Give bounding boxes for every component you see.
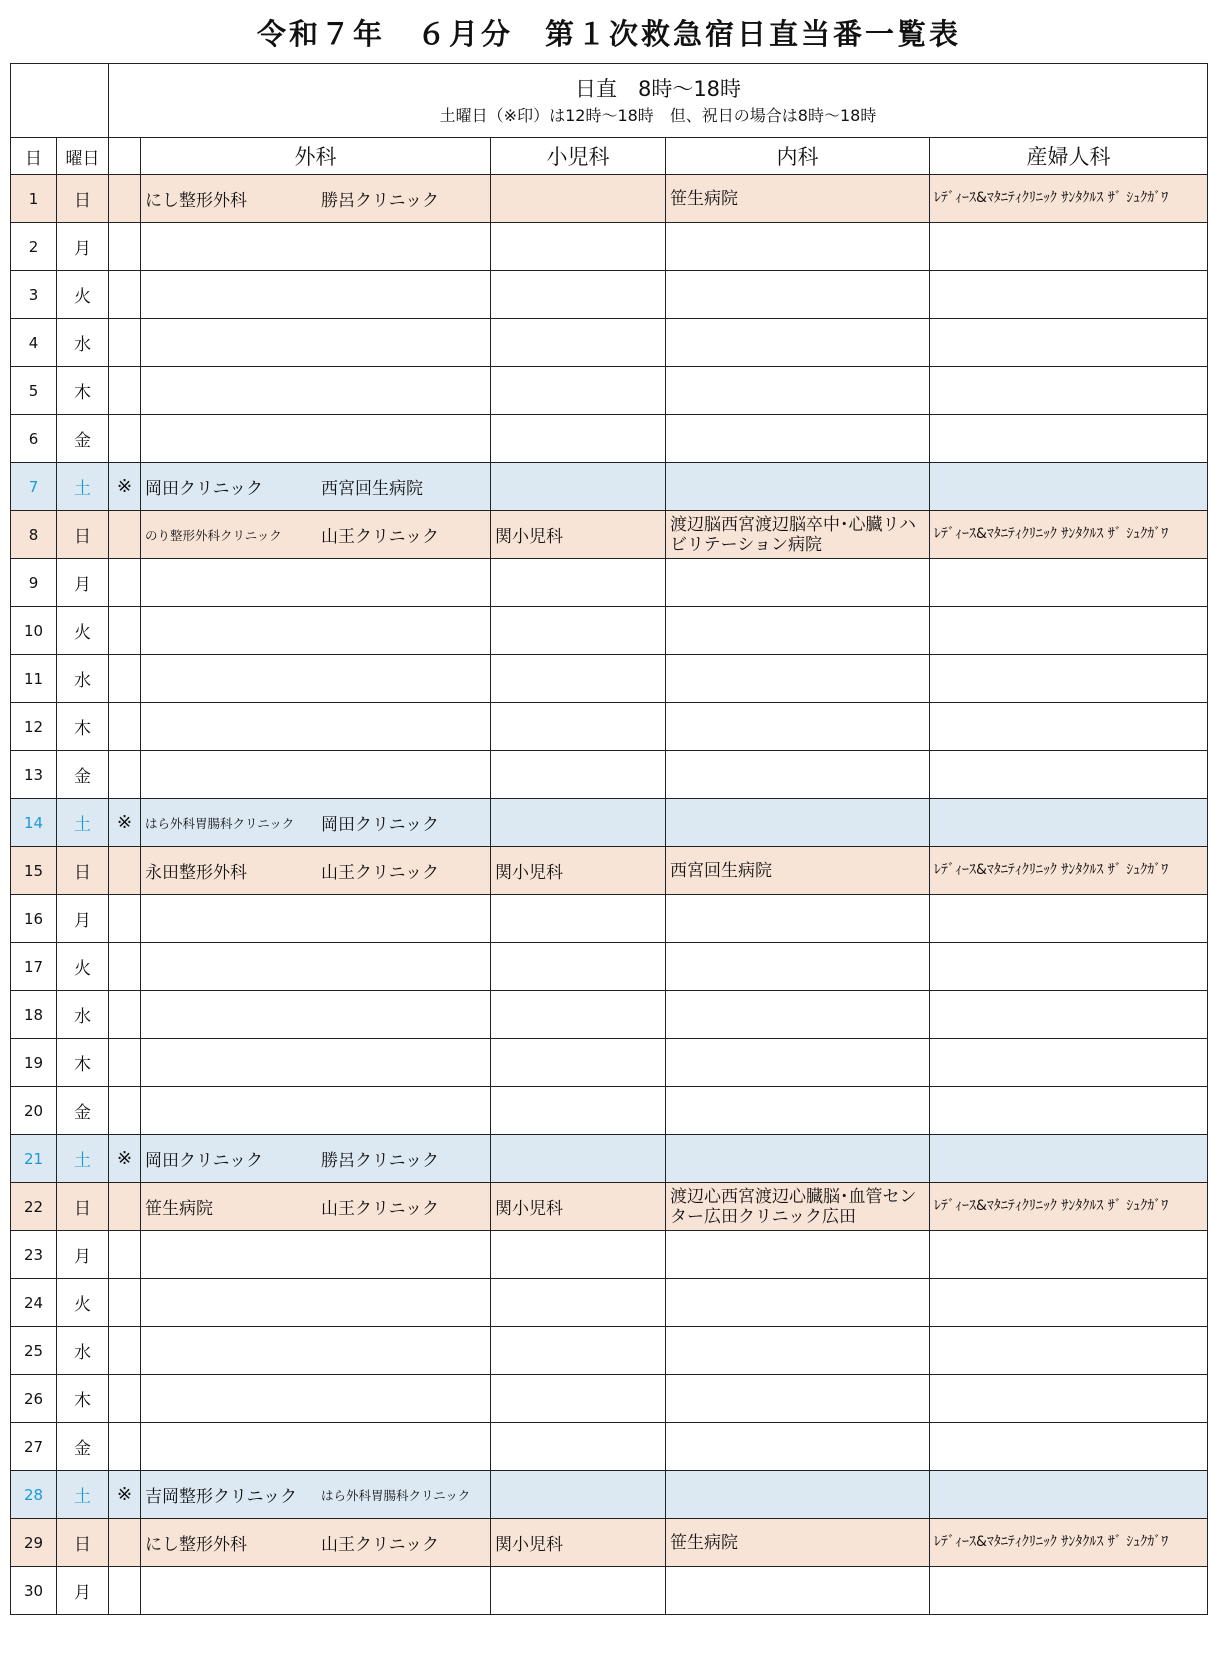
obgyn-cell: ﾚﾃﾞｨｰｽ&ﾏﾀﾆﾃｨｸﾘﾆｯｸ ｻﾝﾀｸﾙｽ ｻﾞ ｼｭｸｶﾞﾜ bbox=[930, 511, 1208, 559]
saturday-mark: ※ bbox=[109, 799, 141, 847]
surgery-clinic-1: 岡田クリニック bbox=[145, 479, 263, 499]
internal-cell bbox=[666, 607, 930, 655]
table-row bbox=[11, 1567, 1208, 1615]
pediatrics-cell: 関小児科 bbox=[491, 847, 666, 895]
obgyn-cell bbox=[930, 799, 1208, 847]
obgyn-cell: ﾚﾃﾞｨｰｽ&ﾏﾀﾆﾃｨｸﾘﾆｯｸ ｻﾝﾀｸﾙｽ ｻﾞ ｼｭｸｶﾞﾜ bbox=[930, 1183, 1208, 1231]
day-number: 12 bbox=[11, 703, 57, 751]
col-header-internal: 内科 bbox=[666, 138, 930, 175]
saturday-mark: ※ bbox=[109, 1135, 141, 1183]
surgery-cell bbox=[141, 1423, 491, 1471]
weekday: 火 bbox=[57, 1279, 109, 1327]
weekday: 日 bbox=[57, 1519, 109, 1567]
surgery-cell bbox=[141, 463, 491, 511]
day-number: 17 bbox=[11, 943, 57, 991]
internal-cell bbox=[666, 1327, 930, 1375]
pediatrics-cell bbox=[491, 799, 666, 847]
day-number: 7 bbox=[11, 463, 57, 511]
saturday-mark bbox=[109, 223, 141, 271]
pediatrics-cell bbox=[491, 1135, 666, 1183]
day-number: 11 bbox=[11, 655, 57, 703]
pediatrics-cell bbox=[491, 943, 666, 991]
pediatrics-cell bbox=[491, 1039, 666, 1087]
weekday: 水 bbox=[57, 1327, 109, 1375]
obgyn-cell bbox=[930, 1087, 1208, 1135]
table-row bbox=[11, 607, 1208, 655]
surgery-cell bbox=[141, 703, 491, 751]
col-header-mark bbox=[109, 138, 141, 175]
header-shift-row bbox=[11, 64, 1208, 138]
weekday: 土 bbox=[57, 1135, 109, 1183]
weekday: 月 bbox=[57, 559, 109, 607]
saturday-mark bbox=[109, 703, 141, 751]
obgyn-cell bbox=[930, 319, 1208, 367]
saturday-mark: ※ bbox=[109, 1471, 141, 1519]
day-number: 27 bbox=[11, 1423, 57, 1471]
surgery-cell bbox=[141, 415, 491, 463]
obgyn-cell bbox=[930, 1279, 1208, 1327]
pediatrics-cell bbox=[491, 559, 666, 607]
surgery-clinic-2: 山王クリニック bbox=[321, 527, 439, 547]
obgyn-cell bbox=[930, 1135, 1208, 1183]
table-row bbox=[11, 1183, 1208, 1231]
pediatrics-cell bbox=[491, 1471, 666, 1519]
table-row bbox=[11, 415, 1208, 463]
internal-cell bbox=[666, 703, 930, 751]
weekday: 火 bbox=[57, 271, 109, 319]
day-number: 15 bbox=[11, 847, 57, 895]
saturday-mark bbox=[109, 415, 141, 463]
weekday: 火 bbox=[57, 607, 109, 655]
pediatrics-cell bbox=[491, 655, 666, 703]
saturday-mark bbox=[109, 367, 141, 415]
internal-cell bbox=[666, 1087, 930, 1135]
surgery-clinic-2: 山王クリニック bbox=[321, 863, 439, 883]
day-number: 8 bbox=[11, 511, 57, 559]
table-row bbox=[11, 1519, 1208, 1567]
internal-cell bbox=[666, 655, 930, 703]
internal-cell bbox=[666, 895, 930, 943]
saturday-mark: ※ bbox=[109, 463, 141, 511]
weekday: 火 bbox=[57, 943, 109, 991]
table-row bbox=[11, 943, 1208, 991]
saturday-mark bbox=[109, 1279, 141, 1327]
surgery-cell bbox=[141, 319, 491, 367]
surgery-clinic-1: 笹生病院 bbox=[145, 1199, 213, 1219]
saturday-mark bbox=[109, 1327, 141, 1375]
table-row bbox=[11, 1231, 1208, 1279]
table-row bbox=[11, 1039, 1208, 1087]
obgyn-cell bbox=[930, 367, 1208, 415]
weekday: 木 bbox=[57, 1375, 109, 1423]
internal-cell bbox=[666, 1423, 930, 1471]
pediatrics-cell bbox=[491, 1567, 666, 1615]
saturday-mark bbox=[109, 1423, 141, 1471]
surgery-cell bbox=[141, 1039, 491, 1087]
shift-info-cell bbox=[109, 64, 1208, 138]
day-number: 14 bbox=[11, 799, 57, 847]
pediatrics-cell bbox=[491, 367, 666, 415]
surgery-cell bbox=[141, 559, 491, 607]
table-row bbox=[11, 991, 1208, 1039]
pediatrics-cell: 関小児科 bbox=[491, 1519, 666, 1567]
table-row bbox=[11, 511, 1208, 559]
table-row bbox=[11, 1279, 1208, 1327]
saturday-mark bbox=[109, 1375, 141, 1423]
surgery-clinic-1: はら外科胃腸科クリニック bbox=[145, 815, 295, 831]
internal-cell bbox=[666, 751, 930, 799]
internal-cell bbox=[666, 1471, 930, 1519]
pediatrics-cell bbox=[491, 223, 666, 271]
obgyn-cell bbox=[930, 1231, 1208, 1279]
table-row bbox=[11, 799, 1208, 847]
saturday-mark bbox=[109, 1183, 141, 1231]
surgery-cell bbox=[141, 655, 491, 703]
surgery-clinic-2: はら外科胃腸科クリニック bbox=[321, 1487, 471, 1503]
surgery-cell bbox=[141, 1519, 491, 1567]
internal-cell: 渡辺心西宮渡辺心臓脳･血管センター広田クリニック広田 bbox=[666, 1183, 930, 1231]
surgery-cell bbox=[141, 607, 491, 655]
table-row bbox=[11, 175, 1208, 223]
column-header-row bbox=[11, 138, 1208, 175]
pediatrics-cell bbox=[491, 1279, 666, 1327]
saturday-mark bbox=[109, 655, 141, 703]
table-row bbox=[11, 1135, 1208, 1183]
obgyn-cell: ﾚﾃﾞｨｰｽ&ﾏﾀﾆﾃｨｸﾘﾆｯｸ ｻﾝﾀｸﾙｽ ｻﾞ ｼｭｸｶﾞﾜ bbox=[930, 847, 1208, 895]
day-number: 4 bbox=[11, 319, 57, 367]
weekday: 水 bbox=[57, 319, 109, 367]
day-number: 24 bbox=[11, 1279, 57, 1327]
obgyn-cell bbox=[930, 943, 1208, 991]
surgery-clinic-2: 勝呂クリニック bbox=[321, 1151, 439, 1171]
surgery-cell bbox=[141, 1183, 491, 1231]
weekday: 金 bbox=[57, 1087, 109, 1135]
weekday: 月 bbox=[57, 895, 109, 943]
obgyn-cell bbox=[930, 991, 1208, 1039]
internal-cell bbox=[666, 559, 930, 607]
surgery-clinic-2: 西宮回生病院 bbox=[321, 479, 423, 499]
internal-cell bbox=[666, 367, 930, 415]
internal-cell: 西宮回生病院 bbox=[666, 847, 930, 895]
day-number: 18 bbox=[11, 991, 57, 1039]
day-number: 2 bbox=[11, 223, 57, 271]
surgery-cell bbox=[141, 895, 491, 943]
internal-cell bbox=[666, 799, 930, 847]
pediatrics-cell: 関小児科 bbox=[491, 511, 666, 559]
surgery-cell bbox=[141, 271, 491, 319]
obgyn-cell bbox=[930, 1039, 1208, 1087]
weekday: 土 bbox=[57, 799, 109, 847]
weekday: 金 bbox=[57, 415, 109, 463]
saturday-note: 土曜日（※印）は12時～18時 但、祝日の場合は8時～18時 bbox=[439, 105, 877, 125]
surgery-cell bbox=[141, 1279, 491, 1327]
internal-cell bbox=[666, 1039, 930, 1087]
day-number: 30 bbox=[11, 1567, 57, 1615]
pediatrics-cell: 関小児科 bbox=[491, 1183, 666, 1231]
internal-cell bbox=[666, 223, 930, 271]
weekday: 木 bbox=[57, 367, 109, 415]
table-row bbox=[11, 751, 1208, 799]
internal-cell bbox=[666, 463, 930, 511]
surgery-cell bbox=[141, 1567, 491, 1615]
internal-cell bbox=[666, 991, 930, 1039]
obgyn-cell bbox=[930, 655, 1208, 703]
saturday-mark bbox=[109, 271, 141, 319]
internal-cell bbox=[666, 1231, 930, 1279]
surgery-cell bbox=[141, 751, 491, 799]
surgery-cell bbox=[141, 1135, 491, 1183]
table-row bbox=[11, 1375, 1208, 1423]
pediatrics-cell bbox=[491, 1327, 666, 1375]
day-number: 28 bbox=[11, 1471, 57, 1519]
day-number: 6 bbox=[11, 415, 57, 463]
col-header-pediatrics: 小児科 bbox=[491, 138, 666, 175]
weekday: 日 bbox=[57, 175, 109, 223]
pediatrics-cell bbox=[491, 175, 666, 223]
weekday: 土 bbox=[57, 463, 109, 511]
internal-cell bbox=[666, 1279, 930, 1327]
obgyn-cell bbox=[930, 271, 1208, 319]
saturday-mark bbox=[109, 319, 141, 367]
surgery-cell bbox=[141, 799, 491, 847]
obgyn-cell bbox=[930, 895, 1208, 943]
header-blank-cell bbox=[11, 64, 109, 138]
day-number: 5 bbox=[11, 367, 57, 415]
saturday-mark bbox=[109, 559, 141, 607]
col-header-obgyn: 産婦人科 bbox=[930, 138, 1208, 175]
weekday: 月 bbox=[57, 223, 109, 271]
day-number: 21 bbox=[11, 1135, 57, 1183]
surgery-clinic-1: にし整形外科 bbox=[145, 191, 247, 211]
surgery-cell bbox=[141, 1087, 491, 1135]
duty-schedule-table bbox=[10, 63, 1208, 1615]
col-header-day: 日 bbox=[11, 138, 57, 175]
pediatrics-cell bbox=[491, 1231, 666, 1279]
internal-cell: 笹生病院 bbox=[666, 175, 930, 223]
surgery-clinic-2: 岡田クリニック bbox=[321, 815, 439, 835]
table-row bbox=[11, 223, 1208, 271]
col-header-weekday: 曜日 bbox=[57, 138, 109, 175]
saturday-mark bbox=[109, 991, 141, 1039]
pediatrics-cell bbox=[491, 1375, 666, 1423]
table-row bbox=[11, 271, 1208, 319]
saturday-mark bbox=[109, 895, 141, 943]
internal-cell bbox=[666, 1567, 930, 1615]
day-number: 29 bbox=[11, 1519, 57, 1567]
surgery-cell bbox=[141, 1471, 491, 1519]
table-row bbox=[11, 1423, 1208, 1471]
weekday: 水 bbox=[57, 991, 109, 1039]
obgyn-cell bbox=[930, 1375, 1208, 1423]
day-number: 25 bbox=[11, 1327, 57, 1375]
surgery-clinic-1: にし整形外科 bbox=[145, 1535, 247, 1555]
saturday-mark bbox=[109, 751, 141, 799]
surgery-cell bbox=[141, 1231, 491, 1279]
pediatrics-cell bbox=[491, 607, 666, 655]
pediatrics-cell bbox=[491, 751, 666, 799]
table-row bbox=[11, 559, 1208, 607]
saturday-mark bbox=[109, 175, 141, 223]
internal-cell bbox=[666, 415, 930, 463]
table-row bbox=[11, 655, 1208, 703]
pediatrics-cell bbox=[491, 415, 666, 463]
obgyn-cell bbox=[930, 1471, 1208, 1519]
pediatrics-cell bbox=[491, 1087, 666, 1135]
table-row bbox=[11, 1087, 1208, 1135]
surgery-cell bbox=[141, 847, 491, 895]
saturday-mark bbox=[109, 1231, 141, 1279]
pediatrics-cell bbox=[491, 463, 666, 511]
surgery-cell bbox=[141, 511, 491, 559]
obgyn-cell bbox=[930, 415, 1208, 463]
pediatrics-cell bbox=[491, 271, 666, 319]
pediatrics-cell bbox=[491, 319, 666, 367]
day-number: 3 bbox=[11, 271, 57, 319]
day-number: 1 bbox=[11, 175, 57, 223]
weekday: 日 bbox=[57, 847, 109, 895]
saturday-mark bbox=[109, 1519, 141, 1567]
surgery-cell bbox=[141, 1375, 491, 1423]
col-header-surgery: 外科 bbox=[141, 138, 491, 175]
weekday: 木 bbox=[57, 703, 109, 751]
day-number: 10 bbox=[11, 607, 57, 655]
obgyn-cell: ﾚﾃﾞｨｰｽ&ﾏﾀﾆﾃｨｸﾘﾆｯｸ ｻﾝﾀｸﾙｽ ｻﾞ ｼｭｸｶﾞﾜ bbox=[930, 175, 1208, 223]
saturday-mark bbox=[109, 1567, 141, 1615]
day-number: 9 bbox=[11, 559, 57, 607]
obgyn-cell bbox=[930, 751, 1208, 799]
internal-cell bbox=[666, 1375, 930, 1423]
day-number: 19 bbox=[11, 1039, 57, 1087]
day-number: 20 bbox=[11, 1087, 57, 1135]
table-row bbox=[11, 1327, 1208, 1375]
day-number: 22 bbox=[11, 1183, 57, 1231]
weekday: 土 bbox=[57, 1471, 109, 1519]
surgery-clinic-1: 岡田クリニック bbox=[145, 1151, 263, 1171]
pediatrics-cell bbox=[491, 895, 666, 943]
surgery-cell bbox=[141, 1327, 491, 1375]
obgyn-cell bbox=[930, 703, 1208, 751]
internal-cell bbox=[666, 1135, 930, 1183]
weekday: 日 bbox=[57, 511, 109, 559]
surgery-cell bbox=[141, 991, 491, 1039]
pediatrics-cell bbox=[491, 1423, 666, 1471]
table-row bbox=[11, 1471, 1208, 1519]
obgyn-cell bbox=[930, 559, 1208, 607]
day-number: 16 bbox=[11, 895, 57, 943]
obgyn-cell bbox=[930, 1567, 1208, 1615]
obgyn-cell: ﾚﾃﾞｨｰｽ&ﾏﾀﾆﾃｨｸﾘﾆｯｸ ｻﾝﾀｸﾙｽ ｻﾞ ｼｭｸｶﾞﾜ bbox=[930, 1519, 1208, 1567]
surgery-cell bbox=[141, 367, 491, 415]
internal-cell bbox=[666, 319, 930, 367]
internal-cell bbox=[666, 271, 930, 319]
weekday: 水 bbox=[57, 655, 109, 703]
day-number: 23 bbox=[11, 1231, 57, 1279]
obgyn-cell bbox=[930, 223, 1208, 271]
page-title: 令和７年 ６月分 第１次救急宿日直当番一覧表 bbox=[256, 17, 961, 51]
surgery-clinic-1: 吉岡整形クリニック bbox=[145, 1487, 297, 1507]
table-row bbox=[11, 703, 1208, 751]
weekday: 月 bbox=[57, 1567, 109, 1615]
internal-cell: 笹生病院 bbox=[666, 1519, 930, 1567]
saturday-mark bbox=[109, 1039, 141, 1087]
pediatrics-cell bbox=[491, 703, 666, 751]
surgery-clinic-2: 山王クリニック bbox=[321, 1535, 439, 1555]
internal-cell bbox=[666, 943, 930, 991]
obgyn-cell bbox=[930, 1327, 1208, 1375]
surgery-clinic-2: 勝呂クリニック bbox=[321, 191, 439, 211]
internal-cell: 渡辺脳西宮渡辺脳卒中･心臓リハビリテーション病院 bbox=[666, 511, 930, 559]
day-number: 13 bbox=[11, 751, 57, 799]
surgery-cell bbox=[141, 223, 491, 271]
obgyn-cell bbox=[930, 607, 1208, 655]
surgery-cell bbox=[141, 175, 491, 223]
obgyn-cell bbox=[930, 463, 1208, 511]
table-row bbox=[11, 319, 1208, 367]
surgery-clinic-1: のり整形外科クリニック bbox=[145, 527, 282, 543]
surgery-clinic-1: 永田整形外科 bbox=[145, 863, 247, 883]
saturday-mark bbox=[109, 943, 141, 991]
pediatrics-cell bbox=[491, 991, 666, 1039]
saturday-mark bbox=[109, 847, 141, 895]
surgery-cell bbox=[141, 943, 491, 991]
table-row bbox=[11, 895, 1208, 943]
day-number: 26 bbox=[11, 1375, 57, 1423]
table-row bbox=[11, 847, 1208, 895]
table-row bbox=[11, 367, 1208, 415]
shift-hours: 日直 8時～18時 bbox=[574, 76, 742, 101]
saturday-mark bbox=[109, 607, 141, 655]
weekday: 金 bbox=[57, 1423, 109, 1471]
weekday: 木 bbox=[57, 1039, 109, 1087]
saturday-mark bbox=[109, 511, 141, 559]
table-row bbox=[11, 463, 1208, 511]
weekday: 金 bbox=[57, 751, 109, 799]
obgyn-cell bbox=[930, 1423, 1208, 1471]
weekday: 月 bbox=[57, 1231, 109, 1279]
weekday: 日 bbox=[57, 1183, 109, 1231]
surgery-clinic-2: 山王クリニック bbox=[321, 1199, 439, 1219]
saturday-mark bbox=[109, 1087, 141, 1135]
